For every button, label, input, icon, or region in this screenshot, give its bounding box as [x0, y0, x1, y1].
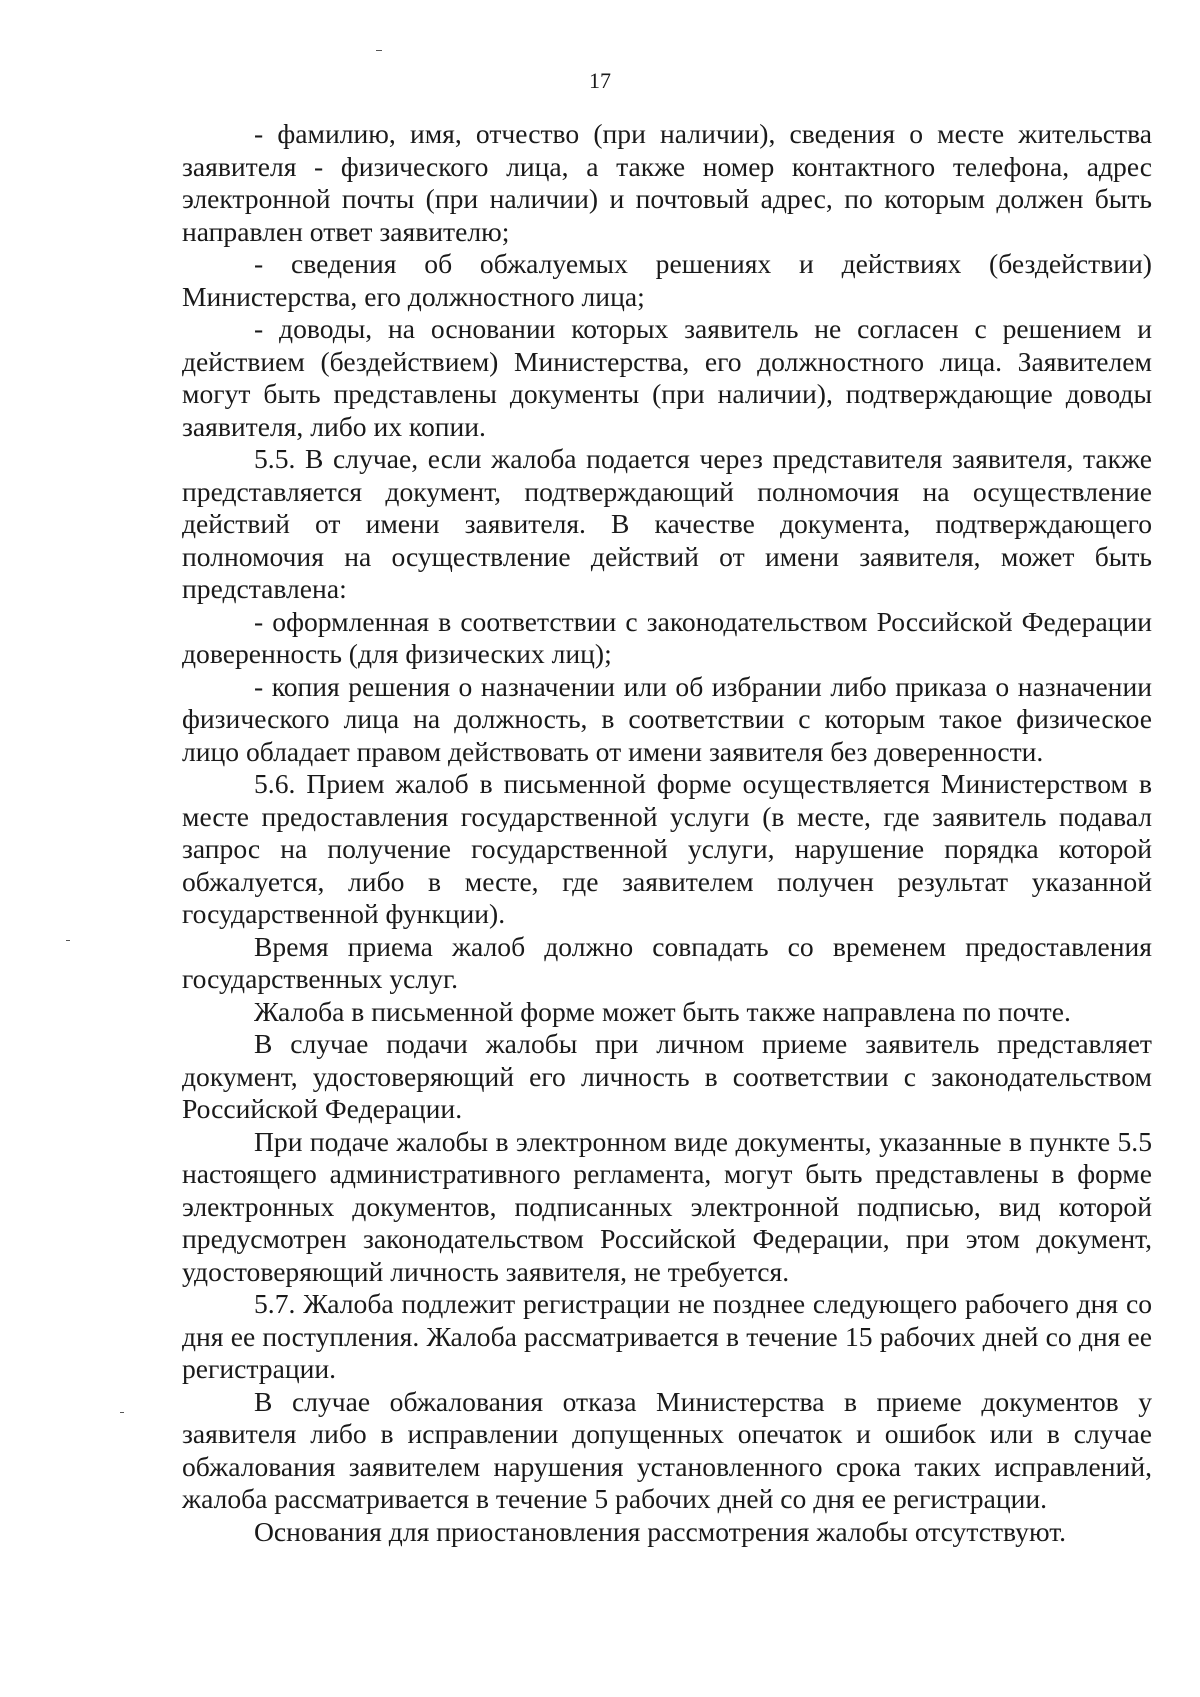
- document-body: [182, 118, 1152, 1548]
- paragraph: - копия решения о назначении или об избрании либо приказа о назначении физического лица на должность, в соответствии с которым такое физическое лицо обладает правом действовать от имени заявителя без доверенности.: [182, 670, 1152, 767]
- paragraph: 5.7. Жалоба подлежит регистрации не позднее следующего рабочего дня со дня ее поступления. Жалоба рассматривается в течение 15 рабочих дней со дня ее регистрации.: [182, 1288, 1152, 1384]
- paragraph: Основания для приостановления рассмотрения жалобы отсутствуют.: [254, 1515, 1067, 1547]
- paragraph: - фамилию, имя, отчество (при наличии), сведения о месте жительства заявителя - физического лица, а также номер контактного телефона, адрес электронной почты (при наличии) и почтовый адрес, по которым должен быть направлен ответ заявителю;: [182, 118, 1152, 247]
- paragraph: В случае обжалования отказа Министерства в приеме документов у заявителя либо в исправлении допущенных опечаток и ошибок или в случае обжалования заявителем нарушения установленного срока таких исправлений, жалоба рассматривается в течение 5 рабочих дней со дня ее регистрации.: [182, 1385, 1152, 1514]
- paragraph: В случае подачи жалобы при личном приеме заявитель представляет документ, удостоверяющий его личность в соответствии с законодательством Российской Федерации.: [182, 1028, 1152, 1124]
- paragraph: При подаче жалобы в электронном виде документы, указанные в пункте 5.5 настоящего административного регламента, могут быть представлены в форме электронных документов, подписанных электронной подписью, вид которой предусмотрен законодательством Российской Федерации, при этом документ, удостоверяющий личность заявителя, не требуется.: [182, 1125, 1152, 1287]
- paragraph: - сведения об обжалуемых решениях и действиях (бездействии) Министерства, его должностного лица;: [182, 248, 1152, 312]
- scan-mark: [376, 50, 382, 51]
- scan-mark: [120, 1412, 124, 1413]
- scan-mark: [66, 940, 70, 941]
- paragraph: Время приема жалоб должно совпадать со временем предоставления государственных услуг.: [182, 930, 1152, 994]
- paragraph: 5.6. Прием жалоб в письменной форме осуществляется Министерством в месте предоставления государственной услуги (в месте, где заявитель подавал запрос на получение государственной услуги, нарушение порядка которой обжалуется, либо в месте, где заявителем получен результат указанной государственной функции).: [182, 768, 1152, 929]
- paragraph: Жалоба в письменной форме может быть также направлена по почте.: [254, 995, 1071, 1027]
- page-number: 17: [589, 68, 611, 93]
- paragraph: 5.5. В случае, если жалоба подается через представителя заявителя, также представляется документ, подтверждающий полномочия на осуществление действий от имени заявителя. В качестве документа, подтверждающего полномочия на осуществление действий от имени заявителя, может быть представлена:: [182, 443, 1152, 604]
- paragraph: - доводы, на основании которых заявитель не согласен с решением и действием (бездействием) Министерства, его должностного лица. Заявителем могут быть представлены документы (при наличии), подтверждающие доводы заявителя, либо их копии.: [182, 313, 1152, 442]
- paragraph: - оформленная в соответствии с законодательством Российской Федерации доверенность (для физических лиц);: [182, 605, 1152, 669]
